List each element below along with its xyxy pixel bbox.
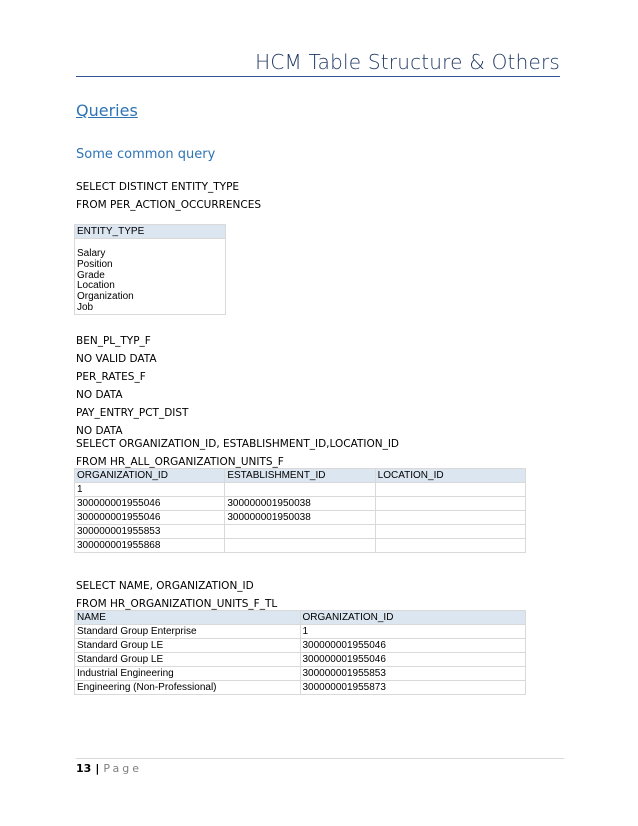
table-row — [75, 525, 526, 539]
table-cell: Standard Group LE — [75, 639, 301, 653]
table-cell: 300000001955046 — [75, 497, 225, 511]
table-header-cell: ESTABLISHMENT_ID — [225, 469, 375, 483]
table-row — [75, 625, 526, 639]
table-cell — [375, 511, 525, 525]
table-cell: 300000001955046 — [75, 511, 225, 525]
table-cell: 300000001950038 — [225, 497, 375, 511]
note-line: NO DATA — [76, 425, 123, 437]
table-cell — [225, 525, 375, 539]
table-cell: 1 — [300, 625, 526, 639]
note-line: NO DATA — [76, 389, 123, 401]
table-row — [75, 483, 526, 497]
organization-table — [74, 468, 526, 553]
entity-type-table — [74, 224, 226, 315]
table-cell: 300000001950038 — [225, 511, 375, 525]
table-cell — [375, 497, 525, 511]
query-line: SELECT DISTINCT ENTITY_TYPE — [76, 181, 240, 193]
table-header-cell: LOCATION_ID — [375, 469, 525, 483]
list-item: Position — [77, 258, 113, 270]
note-line: PAY_ENTRY_PCT_DIST — [76, 407, 189, 419]
table-row — [75, 653, 526, 667]
table-cell: 300000001955046 — [300, 653, 526, 667]
query-3 — [76, 577, 277, 613]
table-cell: Engineering (Non-Professional) — [75, 681, 301, 695]
table-cell — [375, 539, 525, 553]
table-row — [75, 681, 526, 695]
page-footer — [76, 762, 142, 775]
table-cell: 300000001955853 — [75, 525, 225, 539]
table-cell — [375, 525, 525, 539]
query-line: SELECT ORGANIZATION_ID, ESTABLISHMENT_ID,LOCATION_ID — [76, 438, 400, 450]
query-line: FROM HR_ALL_ORGANIZATION_UNITS_F — [76, 456, 284, 468]
subsection-heading: Some common query — [76, 147, 216, 162]
section-heading: Queries — [76, 101, 138, 120]
table-cell — [375, 483, 525, 497]
table-cell: Standard Group Enterprise — [75, 625, 301, 639]
list-item: Salary — [77, 248, 106, 259]
list-item: Grade — [77, 269, 105, 281]
query-2 — [76, 435, 399, 471]
page-label: Page — [103, 762, 142, 775]
list-item: Organization — [77, 291, 134, 303]
organization-names-table — [74, 610, 526, 695]
list-item: Location — [77, 280, 115, 292]
table-cell: Standard Group LE — [75, 653, 301, 667]
table-notes — [76, 332, 188, 440]
footer-separator: | — [95, 762, 100, 775]
table-cell: 300000001955046 — [300, 639, 526, 653]
table-cell: 300000001955853 — [300, 667, 526, 681]
query-line: FROM HR_ORGANIZATION_UNITS_F_TL — [76, 598, 278, 610]
query-1 — [76, 178, 261, 214]
page-header-title: HCM Table Structure & Others — [255, 50, 560, 74]
note-line: PER_RATES_F — [76, 371, 146, 383]
table-header-cell: NAME — [75, 611, 301, 625]
note-line: NO VALID DATA — [76, 353, 157, 365]
table-row — [75, 511, 526, 525]
footer-rule — [76, 758, 564, 759]
table-cell — [75, 239, 226, 315]
table-cell: 300000001955873 — [300, 681, 526, 695]
table-cell — [225, 539, 375, 553]
table-cell — [225, 483, 375, 497]
table-cell: 1 — [75, 483, 225, 497]
page-number: 13 — [76, 762, 92, 775]
header-rule — [76, 76, 560, 77]
table-cell: 300000001955868 — [75, 539, 225, 553]
note-line: BEN_PL_TYP_F — [76, 335, 151, 347]
table-row — [75, 667, 526, 681]
query-line: SELECT NAME, ORGANIZATION_ID — [76, 580, 254, 592]
table-row — [75, 639, 526, 653]
table-header-cell: ORGANIZATION_ID — [75, 469, 225, 483]
query-line: FROM PER_ACTION_OCCURRENCES — [76, 199, 262, 211]
table-header-cell: ORGANIZATION_ID — [300, 611, 526, 625]
list-item: Job — [77, 301, 94, 313]
table-row — [75, 497, 526, 511]
table-row — [75, 539, 526, 553]
table-cell: Industrial Engineering — [75, 667, 301, 681]
table-header-cell: ENTITY_TYPE — [75, 225, 226, 239]
